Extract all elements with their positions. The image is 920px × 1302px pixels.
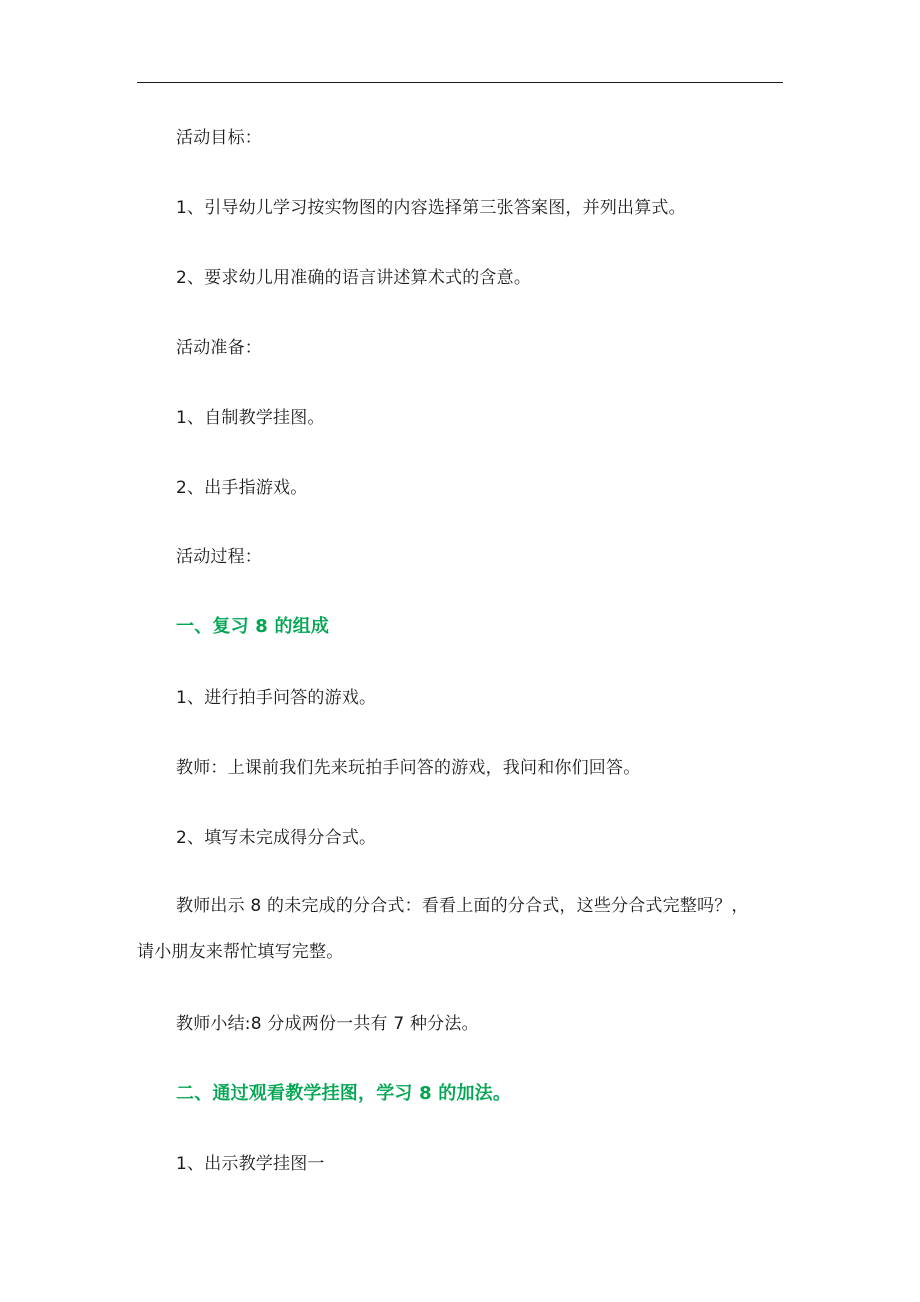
prep-item-1: 1、自制教学挂图。 bbox=[176, 408, 325, 428]
teacher-summary: 教师小结:8 分成两份一共有 7 种分法。 bbox=[176, 1014, 479, 1034]
teacher-paragraph bbox=[137, 894, 797, 964]
prep-item-2: 2、出手指游戏。 bbox=[176, 478, 308, 498]
section-label-preparation: 活动准备： bbox=[176, 338, 262, 358]
teacher-line-1: 教师：上课前我们先来玩拍手问答的游戏，我问和你们回答。 bbox=[176, 758, 641, 778]
heading-review-composition: 一、复习 8 的组成 bbox=[176, 616, 330, 637]
process-item-2: 2、填写未完成得分合式。 bbox=[176, 828, 377, 848]
section-label-process: 活动过程： bbox=[176, 547, 262, 567]
goal-item-2: 2、要求幼儿用准确的语言讲述算术式的含意。 bbox=[176, 268, 532, 288]
teacher-paragraph-line-2: 请小朋友来帮忙填写完整。 bbox=[137, 942, 344, 962]
addition-item-1: 1、出示教学挂图一 bbox=[176, 1154, 325, 1174]
heading-addition: 二、通过观看教学挂图，学习 8 的加法。 bbox=[176, 1083, 512, 1104]
teacher-paragraph-line-1: 教师出示 8 的未完成的分合式：看看上面的分合式，这些分合式完整吗？， bbox=[176, 896, 749, 916]
process-item-1: 1、进行拍手问答的游戏。 bbox=[176, 688, 377, 708]
section-label-goals: 活动目标： bbox=[176, 128, 262, 148]
goal-item-1: 1、引导幼儿学习按实物图的内容选择第三张答案图，并列出算式。 bbox=[176, 198, 686, 218]
header-rule bbox=[137, 82, 783, 83]
